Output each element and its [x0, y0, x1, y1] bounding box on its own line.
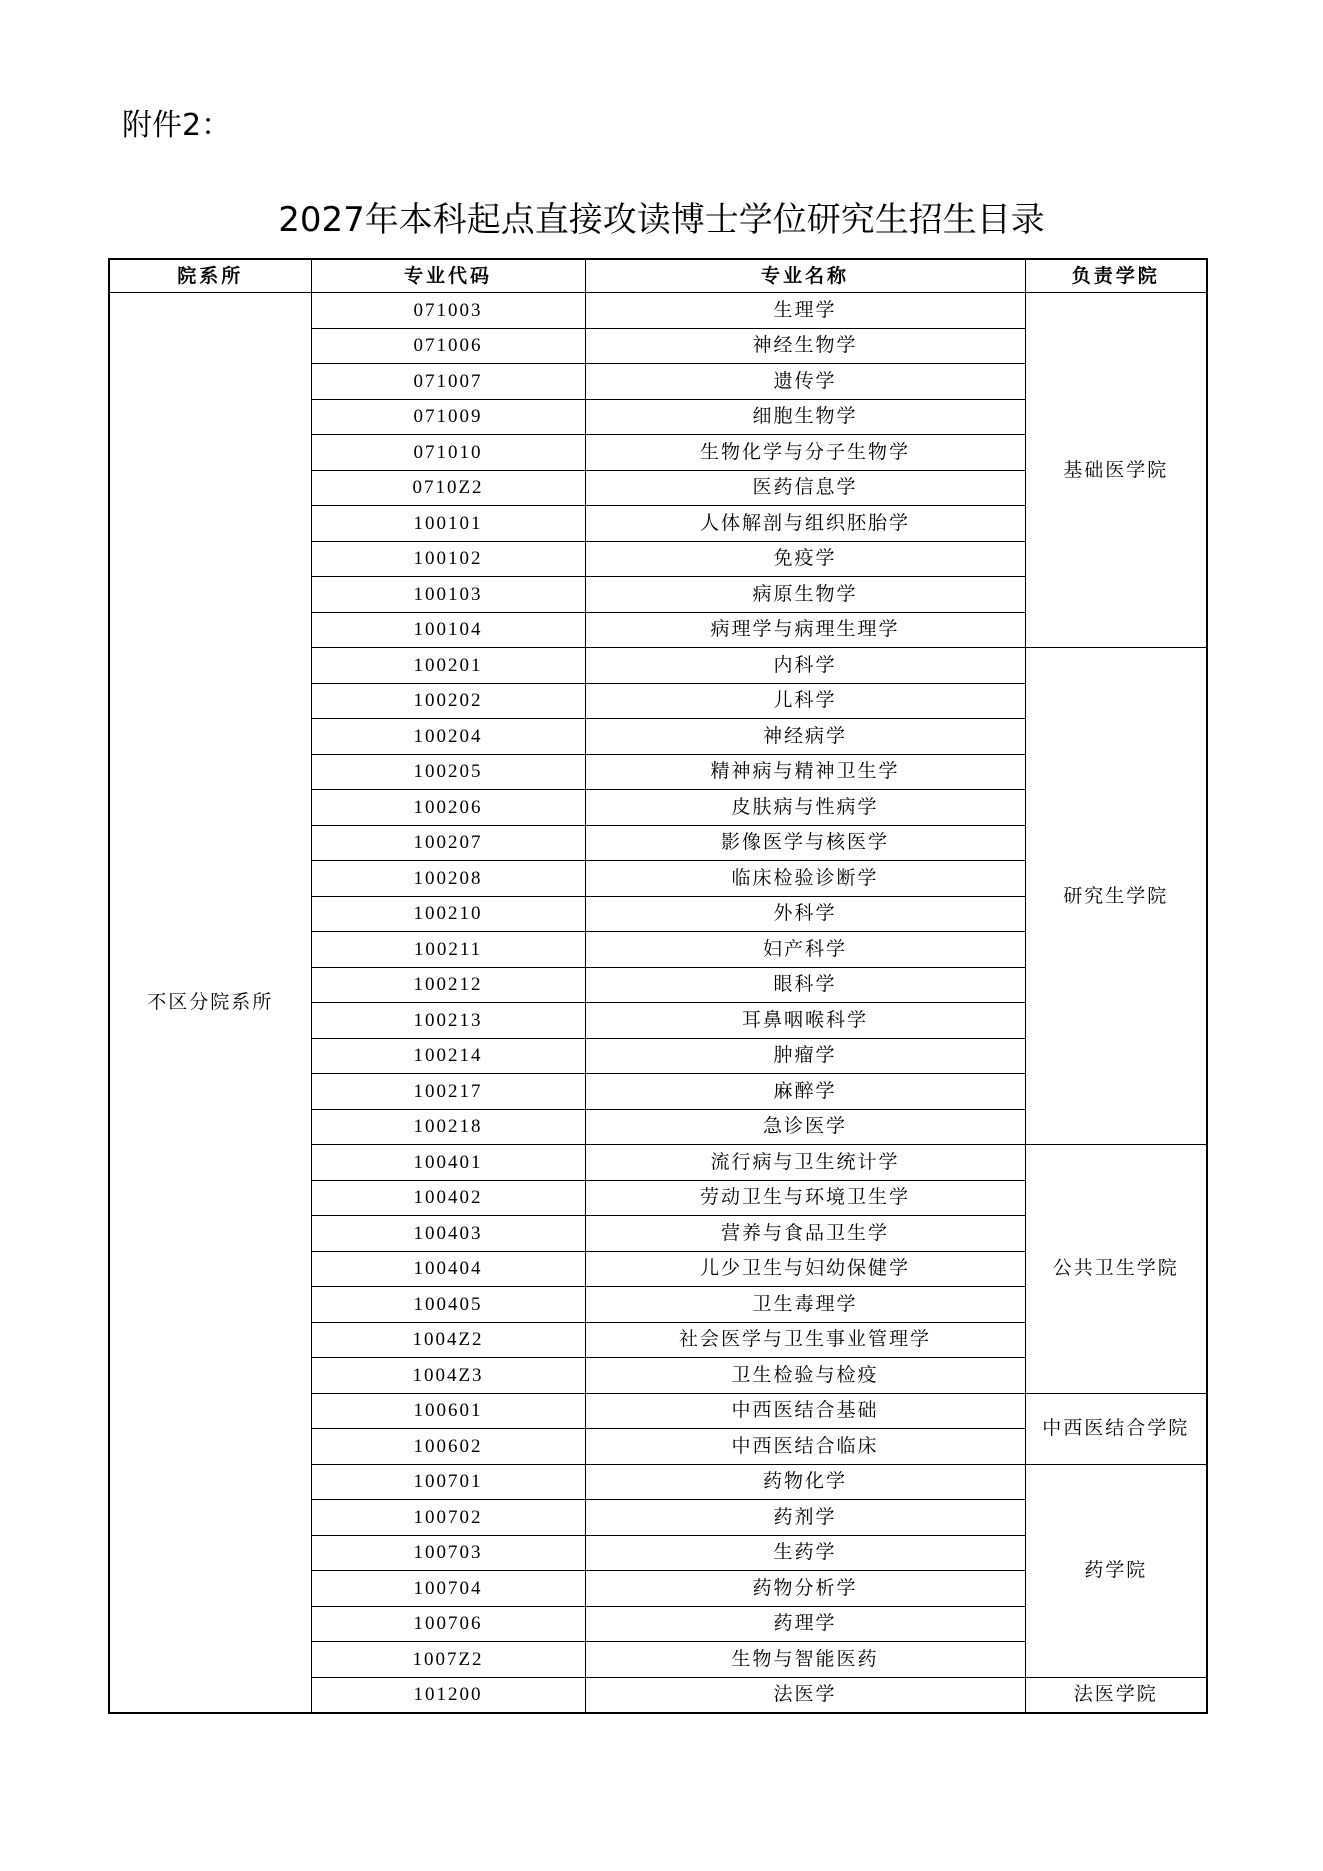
major-code-cell: 101200 — [311, 1677, 585, 1713]
major-code-cell: 071003 — [311, 293, 585, 329]
major-name-cell: 精神病与精神卫生学 — [585, 754, 1025, 790]
major-code-cell: 100204 — [311, 719, 585, 755]
table-body — [109, 293, 1207, 1714]
major-code-cell: 0710Z2 — [311, 470, 585, 506]
major-name-cell: 生物与智能医药 — [585, 1642, 1025, 1678]
major-name-cell: 神经病学 — [585, 719, 1025, 755]
major-code-cell: 100101 — [311, 506, 585, 542]
major-name-cell: 神经生物学 — [585, 328, 1025, 364]
responsible-college-cell: 法医学院 — [1025, 1677, 1207, 1713]
major-code-cell: 100404 — [311, 1251, 585, 1287]
major-code-cell: 100201 — [311, 648, 585, 684]
major-code-cell: 100601 — [311, 1393, 585, 1429]
major-code-cell: 100213 — [311, 1003, 585, 1039]
major-code-cell: 071006 — [311, 328, 585, 364]
major-code-cell: 100402 — [311, 1180, 585, 1216]
major-name-cell: 社会医学与卫生事业管理学 — [585, 1322, 1025, 1358]
major-code-cell: 100211 — [311, 932, 585, 968]
major-name-cell: 病原生物学 — [585, 577, 1025, 613]
major-code-cell: 100703 — [311, 1535, 585, 1571]
major-code-cell: 100706 — [311, 1606, 585, 1642]
major-code-cell: 100102 — [311, 541, 585, 577]
major-name-cell: 皮肤病与性病学 — [585, 790, 1025, 826]
table-row — [109, 293, 1207, 329]
admissions-catalog-table — [108, 258, 1208, 1714]
table-header-row — [109, 259, 1207, 293]
major-name-cell: 麻醉学 — [585, 1074, 1025, 1110]
major-code-cell: 100405 — [311, 1287, 585, 1323]
major-name-cell: 卫生检验与检疫 — [585, 1358, 1025, 1394]
major-name-cell: 影像医学与核医学 — [585, 825, 1025, 861]
major-code-cell: 100202 — [311, 683, 585, 719]
major-code-cell: 100403 — [311, 1216, 585, 1252]
major-code-cell: 100205 — [311, 754, 585, 790]
major-code-cell: 100104 — [311, 612, 585, 648]
major-code-cell: 1007Z2 — [311, 1642, 585, 1678]
department-cell: 不区分院系所 — [109, 293, 311, 1714]
major-name-cell: 生药学 — [585, 1535, 1025, 1571]
major-code-cell: 100218 — [311, 1109, 585, 1145]
header-department: 院系所 — [109, 259, 311, 293]
major-name-cell: 儿科学 — [585, 683, 1025, 719]
major-name-cell: 眼科学 — [585, 967, 1025, 1003]
major-name-cell: 急诊医学 — [585, 1109, 1025, 1145]
major-name-cell: 药剂学 — [585, 1500, 1025, 1536]
major-code-cell: 071007 — [311, 364, 585, 400]
responsible-college-cell: 中西医结合学院 — [1025, 1393, 1207, 1464]
major-name-cell: 药物分析学 — [585, 1571, 1025, 1607]
major-name-cell: 内科学 — [585, 648, 1025, 684]
major-code-cell: 100702 — [311, 1500, 585, 1536]
major-code-cell: 100207 — [311, 825, 585, 861]
document-title: 2027年本科起点直接攻读博士学位研究生招生目录 — [278, 200, 1045, 240]
major-name-cell: 生物化学与分子生物学 — [585, 435, 1025, 471]
major-name-cell: 细胞生物学 — [585, 399, 1025, 435]
major-name-cell: 药物化学 — [585, 1464, 1025, 1500]
major-name-cell: 遗传学 — [585, 364, 1025, 400]
header-major-code: 专业代码 — [311, 259, 585, 293]
responsible-college-cell: 基础医学院 — [1025, 293, 1207, 648]
major-name-cell: 营养与食品卫生学 — [585, 1216, 1025, 1252]
attachment-label: 附件2： — [122, 108, 232, 143]
major-code-cell: 071009 — [311, 399, 585, 435]
major-name-cell: 人体解剖与组织胚胎学 — [585, 506, 1025, 542]
major-code-cell: 100214 — [311, 1038, 585, 1074]
header-major-name: 专业名称 — [585, 259, 1025, 293]
major-name-cell: 肿瘤学 — [585, 1038, 1025, 1074]
major-code-cell: 1004Z3 — [311, 1358, 585, 1394]
major-name-cell: 生理学 — [585, 293, 1025, 329]
major-name-cell: 耳鼻咽喉科学 — [585, 1003, 1025, 1039]
major-name-cell: 劳动卫生与环境卫生学 — [585, 1180, 1025, 1216]
major-code-cell: 071010 — [311, 435, 585, 471]
major-name-cell: 法医学 — [585, 1677, 1025, 1713]
major-name-cell: 医药信息学 — [585, 470, 1025, 506]
major-code-cell: 100212 — [311, 967, 585, 1003]
major-name-cell: 流行病与卫生统计学 — [585, 1145, 1025, 1181]
major-code-cell: 1004Z2 — [311, 1322, 585, 1358]
responsible-college-cell: 公共卫生学院 — [1025, 1145, 1207, 1394]
major-code-cell: 100401 — [311, 1145, 585, 1181]
major-name-cell: 儿少卫生与妇幼保健学 — [585, 1251, 1025, 1287]
major-name-cell: 外科学 — [585, 896, 1025, 932]
responsible-college-cell: 药学院 — [1025, 1464, 1207, 1677]
major-code-cell: 100701 — [311, 1464, 585, 1500]
major-code-cell: 100217 — [311, 1074, 585, 1110]
major-name-cell: 临床检验诊断学 — [585, 861, 1025, 897]
major-code-cell: 100704 — [311, 1571, 585, 1607]
major-code-cell: 100103 — [311, 577, 585, 613]
major-code-cell: 100208 — [311, 861, 585, 897]
major-name-cell: 病理学与病理生理学 — [585, 612, 1025, 648]
major-name-cell: 卫生毒理学 — [585, 1287, 1025, 1323]
major-name-cell: 药理学 — [585, 1606, 1025, 1642]
major-code-cell: 100602 — [311, 1429, 585, 1465]
major-name-cell: 中西医结合基础 — [585, 1393, 1025, 1429]
major-name-cell: 中西医结合临床 — [585, 1429, 1025, 1465]
header-responsible-college: 负责学院 — [1025, 259, 1207, 293]
major-code-cell: 100210 — [311, 896, 585, 932]
responsible-college-cell: 研究生学院 — [1025, 648, 1207, 1145]
major-name-cell: 免疫学 — [585, 541, 1025, 577]
major-name-cell: 妇产科学 — [585, 932, 1025, 968]
major-code-cell: 100206 — [311, 790, 585, 826]
